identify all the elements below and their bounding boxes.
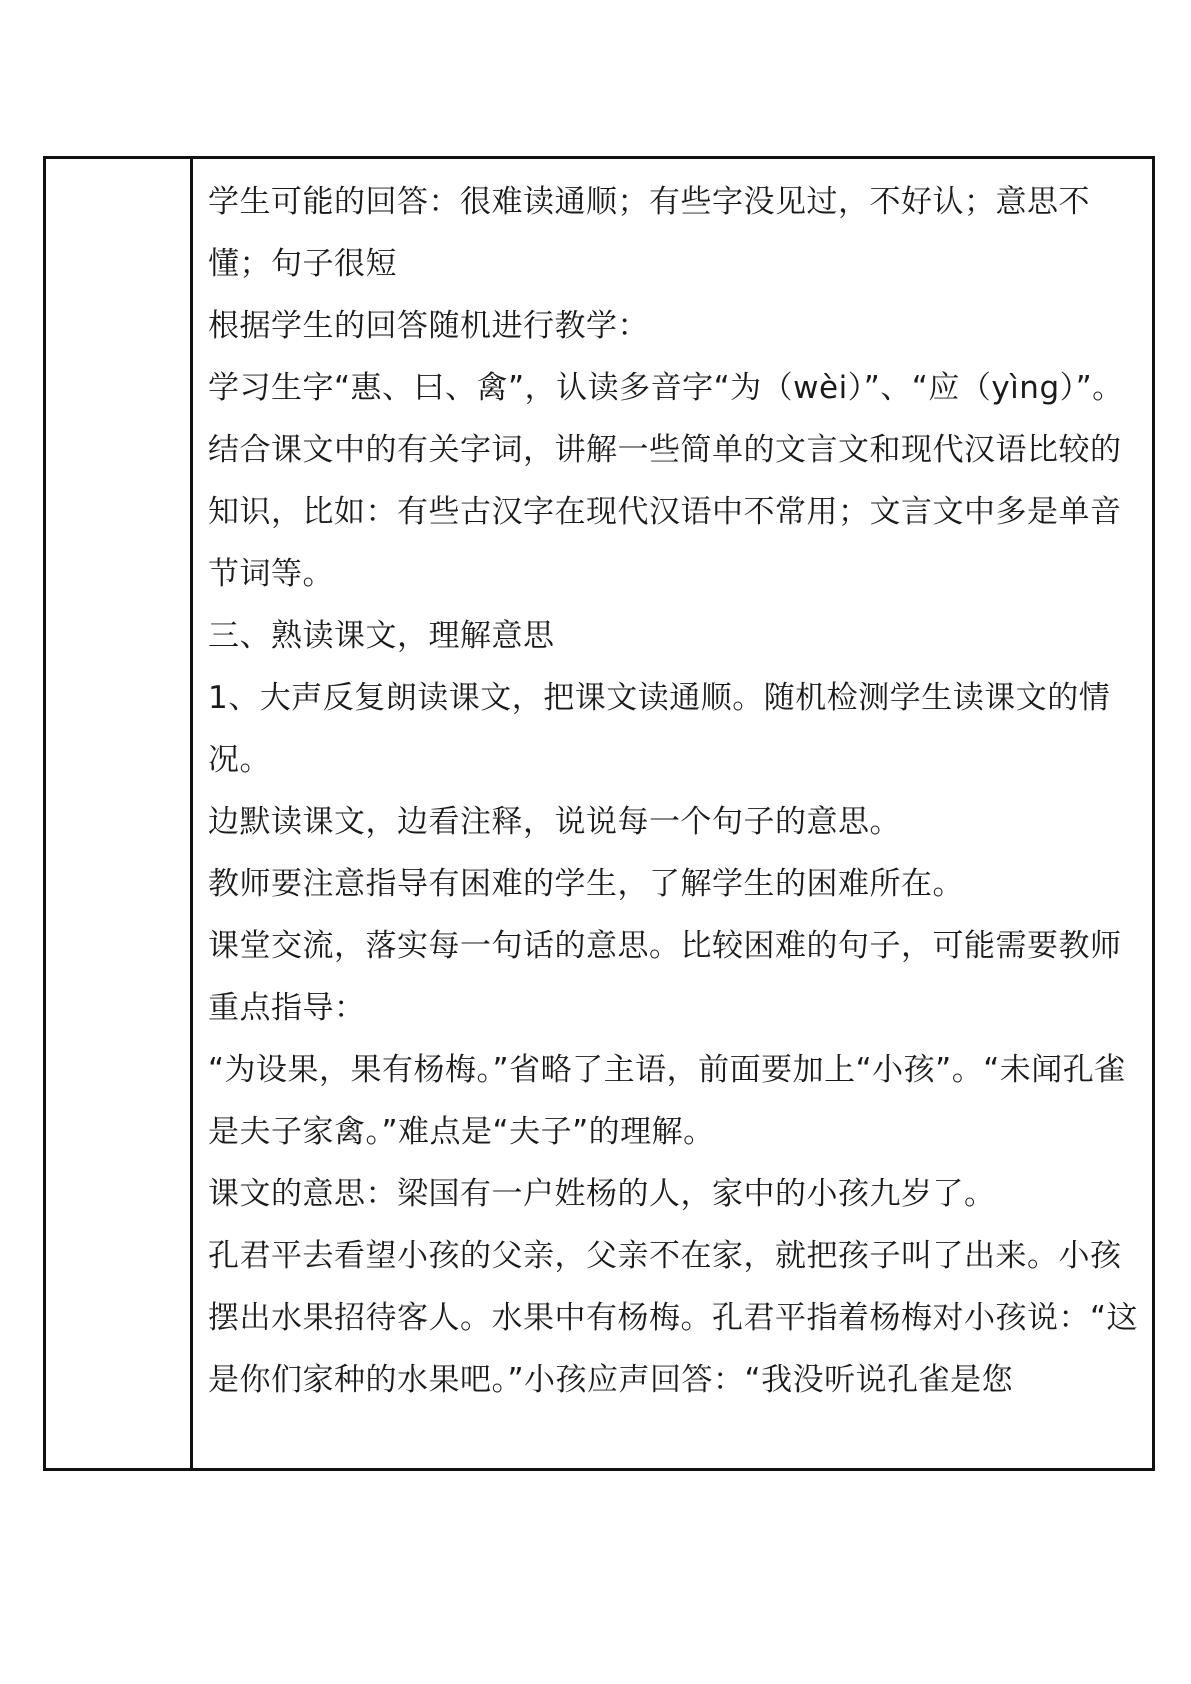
paragraph-classical-vs-modern: 结合课文中的有关字词，讲解一些简单的文言文和现代汉语比较的知识，比如：有些古汉字在现代汉语中不常用；文言文中多是单音节词等。 bbox=[208, 432, 1122, 592]
paragraph-read-aloud: 1、大声反复朗读课文，把课文读通顺。随机检测学生读课文的情况。 bbox=[208, 680, 1111, 778]
table-content-cell bbox=[196, 159, 1152, 1468]
paragraph-teacher-guidance: 教师要注意指导有困难的学生，了解学生的困难所在。 bbox=[208, 866, 964, 902]
paragraph-story-translation: 孔君平去看望小孩的父亲，父亲不在家，就把孩子叫了出来。小孩摆出水果招待客人。水果中有杨梅。孔君平指着杨梅对小孩说：“这是你们家种的水果吧。”小孩应声回答：“我没听说孔雀是您 bbox=[208, 1238, 1139, 1398]
paragraph-difficult-sentences: “为设果，果有杨梅。”省略了主语，前面要加上“小孩”。“未闻孔雀是夫子家禽。”难点是“夫子”的理解。 bbox=[208, 1052, 1126, 1150]
paragraph-silent-reading: 边默读课文，边看注释，说说每一个句子的意思。 bbox=[208, 804, 901, 840]
paragraph-new-characters: 学习生字“惠、曰、禽”，认读多音字“为（wèi）”、“应（yìng）”。 bbox=[208, 370, 1124, 406]
paragraph-text-meaning: 课文的意思：梁国有一户姓杨的人，家中的小孩九岁了。 bbox=[208, 1176, 996, 1212]
lesson-table bbox=[43, 156, 1155, 1471]
paragraph-class-exchange: 课堂交流，落实每一句话的意思。比较困难的句子，可能需要教师重点指导： bbox=[208, 928, 1122, 1026]
table-left-cell bbox=[46, 159, 193, 1468]
section-heading-read-text: 三、熟读课文，理解意思 bbox=[208, 618, 555, 654]
paragraph-student-answers: 学生可能的回答：很难读通顺；有些字没见过，不好认；意思不懂；句子很短 bbox=[208, 184, 1090, 282]
paragraph-teaching-by-answers: 根据学生的回答随机进行教学： bbox=[208, 308, 649, 344]
